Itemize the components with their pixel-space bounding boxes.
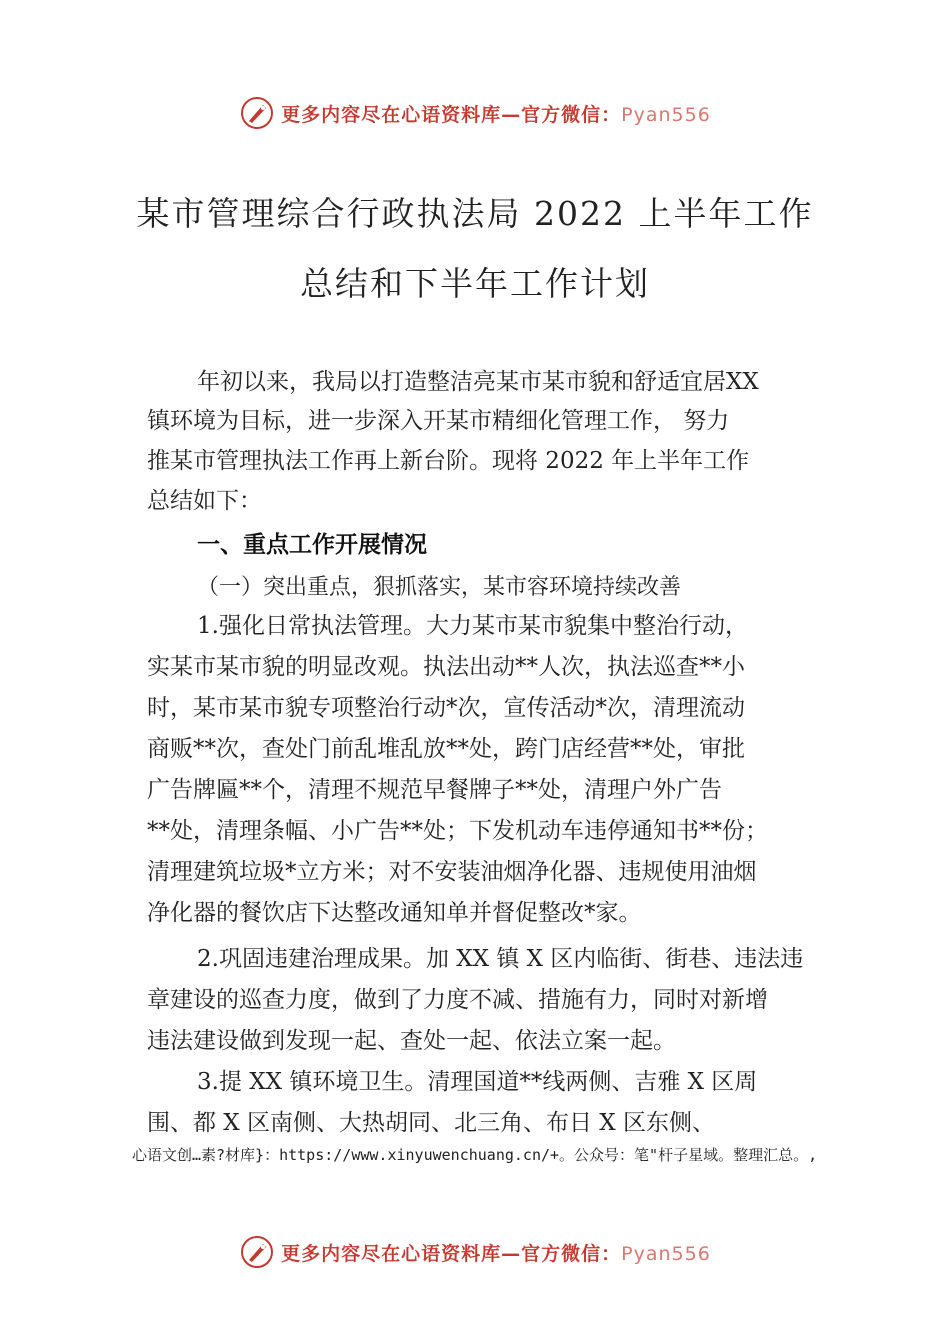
item-1-line-4: 商贩**次，查处门前乱堆乱放**处，跨门店经营**处，审批	[147, 736, 745, 762]
item-1-line-6: **处，清理条幅、小广告**处；下发机动车违停通知书**份；	[147, 818, 768, 844]
intro-line-2: 镇环境为目标，进一步深入开某市精细化管理工作， 努力	[147, 408, 730, 434]
banner-text: 更多内容尽在心语资料库—官方微信：Pyan556	[281, 103, 711, 126]
subsection-heading: （一）突出重点，狠抓落实，某市容环境持续改善	[197, 575, 682, 600]
wechat-id: Pyan556	[621, 103, 711, 126]
item-2-line-1: 2.巩固违建治理成果。加 XX 镇 X 区内临街、街巷、违法违	[197, 946, 804, 972]
item-3-line-2: 围、都 X 区南侧、大热胡同、北三角、布日 X 区东侧、	[147, 1110, 715, 1136]
item-3-line-1: 3.提 XX 镇环境卫生。清理国道**线两侧、吉雅 X 区周	[197, 1069, 758, 1095]
fountain-pen-logo-icon	[239, 1234, 275, 1270]
intro-line-3: 推某市管理执法工作再上新台阶。现将 2022 年上半年工作	[147, 448, 750, 474]
intro-line-4: 总结如下：	[147, 488, 262, 514]
intro-line-1: 年初以来，我局以打造整洁亮某市某市貌和舒适宜居XX	[197, 369, 759, 395]
item-2-line-3: 违法建设做到发现一起、查处一起、依法立案一起。	[147, 1028, 676, 1054]
banner-text: 更多内容尽在心语资料库—官方微信：Pyan556	[281, 1242, 711, 1265]
document-title-line-2: 总结和下半年工作计划	[300, 264, 650, 303]
item-2-line-2: 章建设的巡查力度，做到了力度不减、措施有力，同时对新增	[147, 987, 768, 1013]
section-heading: 一、重点工作开展情况	[197, 532, 427, 558]
document-title-line-1: 某市管理综合行政执法局 2022 上半年工作	[136, 194, 814, 233]
source-footnote: 心语文创…素?材库}：https://www.xinyuwenchuang.cn/+。公众号：笔"杆子星域。整理汇总。,	[132, 1146, 818, 1164]
item-1-line-1: 1.强化日常执法管理。大力某市某市貌集中整治行动，	[197, 613, 748, 639]
item-1-line-7: 清理建筑垃圾*立方米；对不安装油烟净化器、违规使用油烟	[147, 859, 757, 885]
header-banner	[0, 93, 950, 133]
wechat-id: Pyan556	[621, 1242, 711, 1265]
footer-banner	[0, 1232, 950, 1272]
item-1-line-2: 实某市某市貌的明显改观。执法出动**人次，执法巡查**小	[147, 654, 745, 680]
fountain-pen-logo-icon	[239, 95, 275, 131]
item-1-line-5: 广告牌匾**个，清理不规范早餐牌子**处，清理户外广告	[147, 777, 722, 803]
item-1-line-8: 净化器的餐饮店下达整改通知单并督促整改*家。	[147, 900, 642, 926]
item-1-line-3: 时，某市某市貌专项整治行动*次，宣传活动*次，清理流动	[147, 695, 745, 721]
